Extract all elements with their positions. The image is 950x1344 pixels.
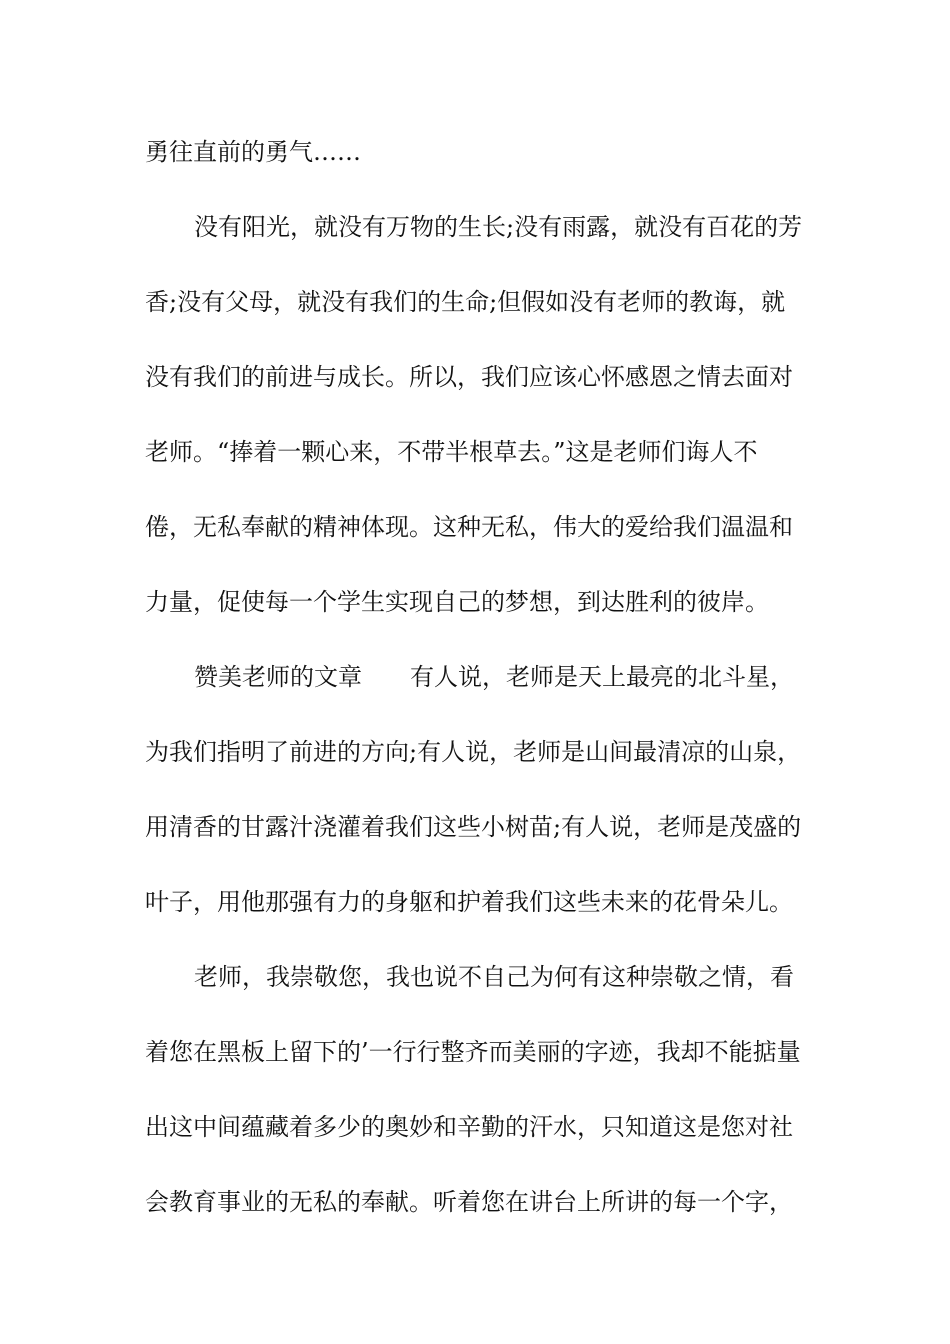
paragraph-start-line: 老师，我崇敬您，我也说不自己为何有这种崇敬之情，看 — [194, 963, 794, 991]
text-line: 叶子，用他那强有力的身躯和护着我们这些未来的花骨朵儿。 — [145, 888, 793, 916]
text-line: 老师。“捧着一颗心来，不带半根草去。”这是老师们诲人不 — [145, 438, 758, 466]
text-line: 会教育事业的无私的奉献。听着您在讲台上所讲的每一个字， — [145, 1188, 793, 1216]
text-line: 勇往直前的勇气…… — [145, 138, 361, 166]
text-line: 出这中间蕴藏着多少的奥妙和辛勤的汗水，只知道这是您对社 — [145, 1113, 793, 1141]
text-line: 力量，促使每一个学生实现自己的梦想，到达胜利的彼岸。 — [145, 588, 769, 616]
text-line: 用清香的甘露汁浇灌着我们这些小树苗;有人说，老师是茂盛的 — [145, 813, 802, 841]
text-line: 香;没有父母，就没有我们的生命;但假如没有老师的教诲，就 — [145, 288, 786, 316]
text-line: 没有我们的前进与成长。所以，我们应该心怀感恩之情去面对 — [145, 363, 793, 391]
text-line: 倦，无私奉献的精神体现。这种无私，伟大的爱给我们温温和 — [145, 513, 793, 541]
paragraph-start-line: 没有阳光，就没有万物的生长;没有雨露，就没有百花的芳 — [194, 213, 803, 241]
text-line: 着您在黑板上留下的’一行行整齐而美丽的字迹，我却不能掂量 — [145, 1038, 801, 1066]
paragraph-start-line: 赞美老师的文章 有人说，老师是天上最亮的北斗星， — [194, 663, 794, 691]
text-line: 为我们指明了前进的方向;有人说，老师是山间最清凉的山泉， — [145, 738, 802, 766]
